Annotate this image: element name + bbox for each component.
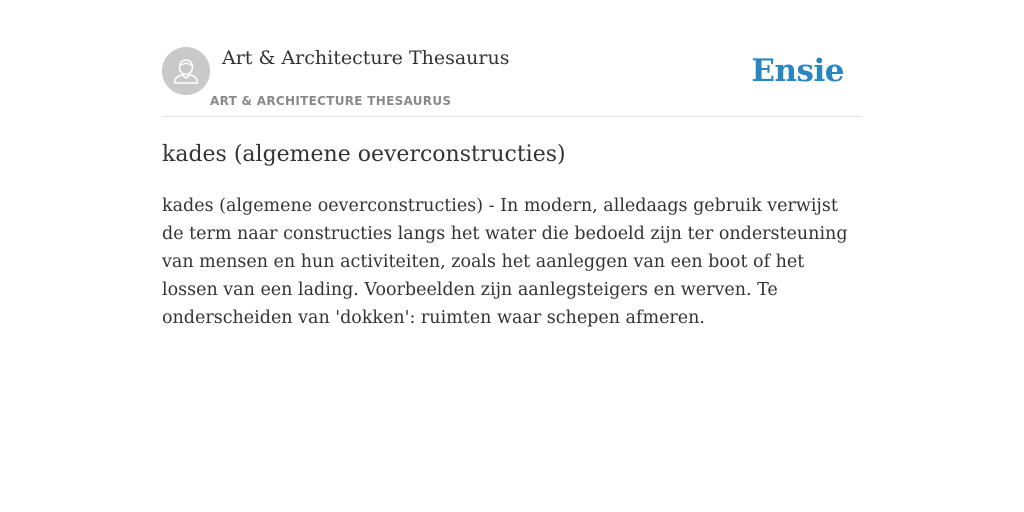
brand-logo[interactable]: Ensie [751,53,844,89]
article-body: kades (algemene oeverconstructies) - In modern, alledaags gebruik verwijst de term naar constructies langs het water die bedoeld zijn ter ondersteuning van mensen en hun activiteiten, zoals het aanleggen van een boot of het lossen van een lading. Voorbeelden zijn aanlegsteigers en werven. Te onderscheiden van 'dokken': ruimten waar schepen afmeren. [162,196,848,328]
article-header [162,46,862,117]
author-name-link[interactable]: Art & Architecture Thesaurus [222,47,510,69]
user-avatar-icon [162,47,210,95]
source-label-link[interactable]: ART & ARCHITECTURE THESAURUS [210,94,452,108]
article-title: kades (algemene oeverconstructies) [162,142,566,167]
avatar[interactable] [162,47,210,95]
